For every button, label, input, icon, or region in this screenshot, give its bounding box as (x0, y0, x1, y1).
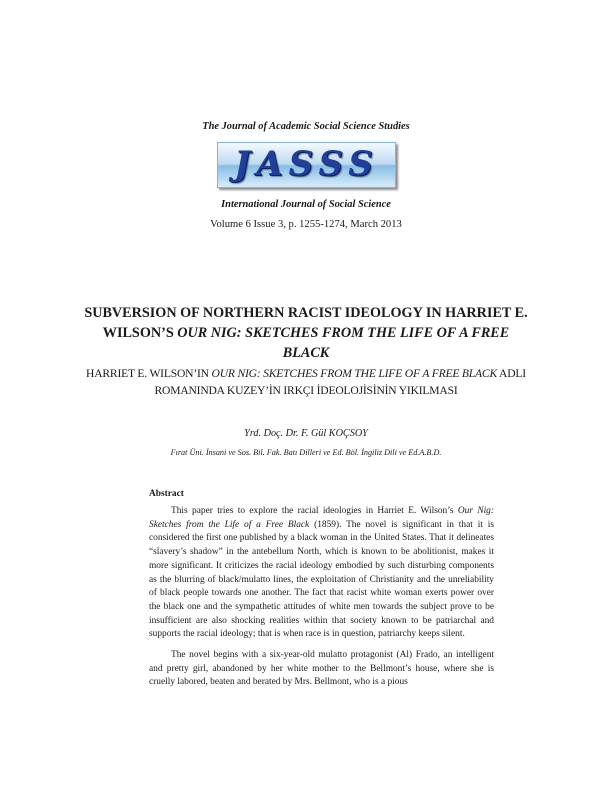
abstract-p1-book-title: Our Nig: Sketches from the Life of a Free Black (149, 506, 494, 530)
author-name: Yrd. Doç. Dr. F. Gül KOÇSOY (244, 428, 368, 439)
jasss-logo (217, 142, 396, 188)
volume-issue-line: Volume 6 Issue 3, p. 1255-1274, March 2013 (210, 219, 402, 230)
abstract-p1-start: This paper tries to explore the racial ideologies in Harriet E. Wilson’s (171, 506, 458, 516)
international-journal-title: International Journal of Social Science (221, 199, 391, 210)
abstract-p1-rest: (1859). The novel is significant in that it is considered the first one published by a black woman in the United States. That it delineates “slavery’s shadow” in the antebellum North, which is known to be abolitionist, makes it more significant. It criticizes the racial ideology embodied by such disturbing components as the blurring of black/mulatto lines, the exploitation of Christianity and the unreliability of black people towards one another. The fact that racist white woman exerts power over the black one and the sympathetic attitudes of white men towards the subject prove to be insufficient are also shocking realities within that society known to be patriarchal and supports the racial ideology; that is when race is in question, patriarchy keeps silent. (149, 519, 495, 640)
title-en-part1: SUBVERSION OF NORTHERN RACIST IDEOLOGY IN HARRIET E. WILSON’S (84, 305, 528, 341)
article-title-english (80, 303, 532, 363)
article-title-turkish (80, 365, 532, 399)
title-tr-italic: OUR NIG: SKETCHES FROM THE LIFE OF A FREE BLACK (211, 367, 497, 380)
abstract-paragraph (149, 505, 494, 642)
title-en-italic: OUR NIG: SKETCHES FROM THE LIFE OF A FREE BLACK (177, 325, 510, 361)
abstract-body (149, 505, 494, 697)
journal-title: The Journal of Academic Social Science Studies (202, 121, 410, 132)
logo-text: JASSS (234, 144, 379, 184)
abstract-heading: Abstract (149, 489, 184, 499)
author-affiliation: Fırat Üni. İnsani ve Sos. Bil. Fak. Batı Dilleri ve Ed. Böl. İngiliz Dili ve Ed.A.B.D. (170, 448, 442, 457)
abstract-paragraph: The novel begins with a six-year-old mulatto protagonist (Al) Frado, an intelligent and pretty girl, abandoned by her white mother to the Bellmont’s house, where she is cruelly labored, beaten and berated by Mrs. Bellmont, who is a pious (149, 650, 494, 688)
title-tr-part1: HARRIET E. WILSON’IN (86, 367, 212, 380)
title-tr-part2: ADLI ROMANINDA KUZEY’İN IRKÇI İDEOLOJİSİNİN YIKILMASI (154, 367, 526, 397)
